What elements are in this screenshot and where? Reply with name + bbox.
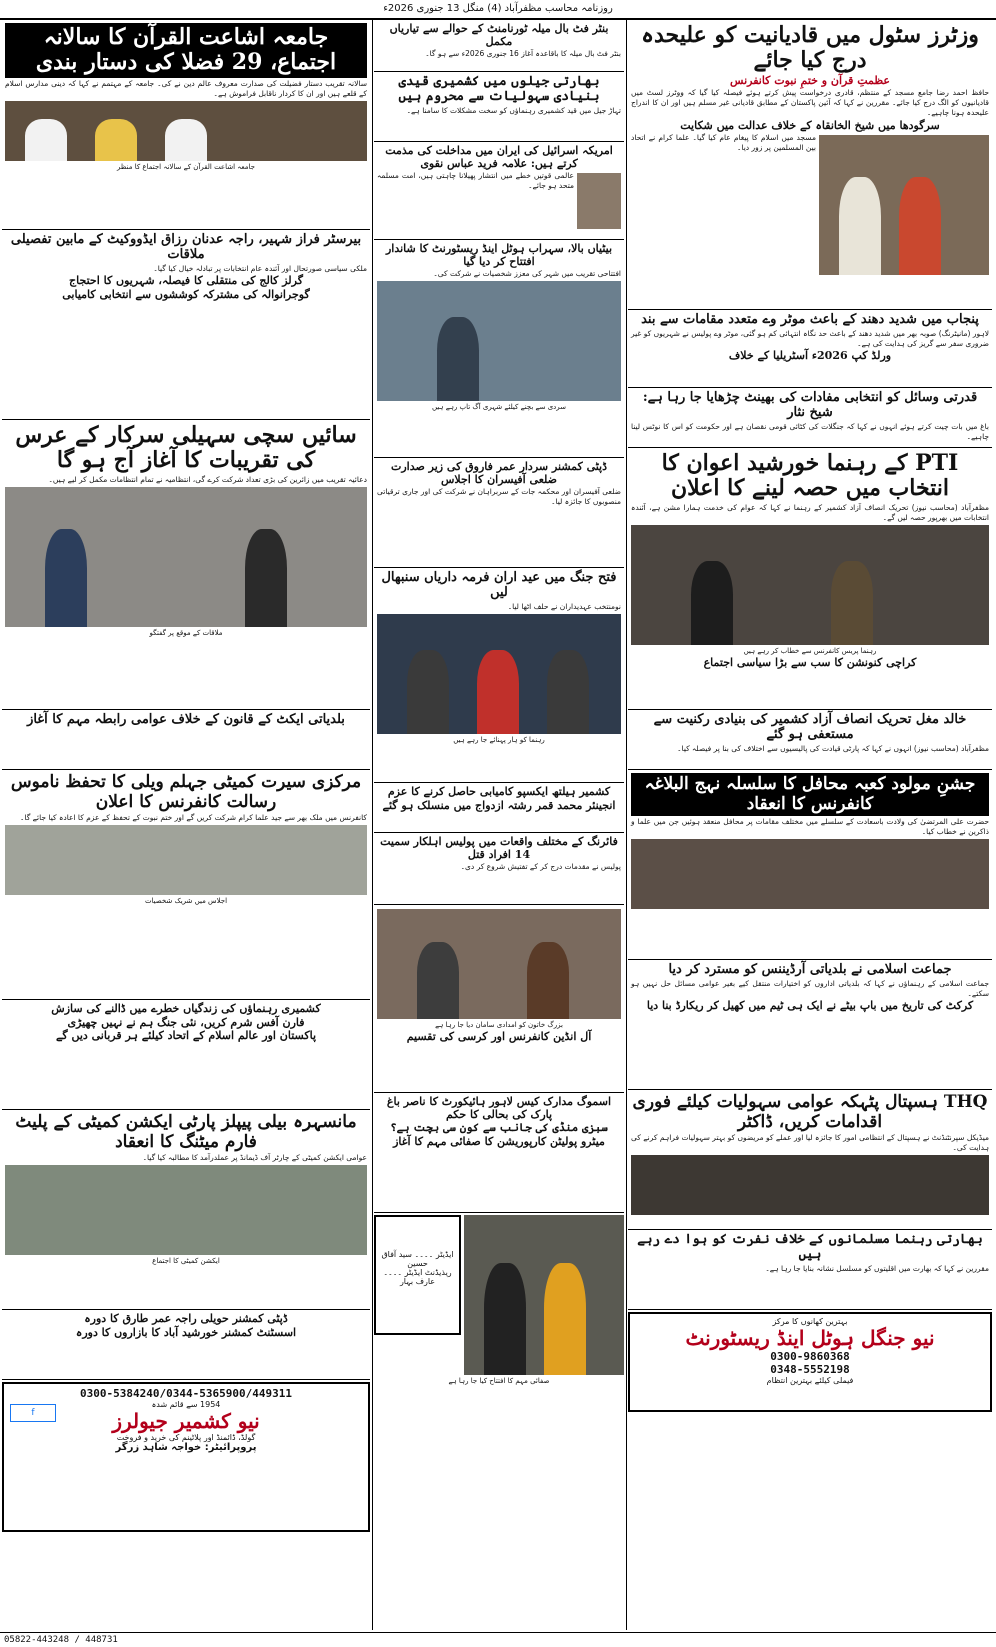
story-kashmir [2,1000,370,1110]
story-body: تہاڑ جیل میں قید کشمیری رہنماؤں کو سخت مشکلات کا سامنا ہے۔ [406,105,621,115]
story-body: مسجد میں اسلام کا پیغام عام کیا گیا۔ علما کرام نے اتحاد بین المسلمین پر زور دیا۔ [631,133,816,153]
photo-caption: اجلاس میں شریک شخصیات [144,897,228,906]
story-dc-meeting [374,458,624,568]
photo-meeting [5,487,367,627]
headline: بھارتی رہنما مسلمانوں کے خلاف نفرت کو ہوا دے رہے ہیں [637,1232,983,1262]
story-action-committee [2,1110,370,1310]
facebook-icon: f [10,1404,56,1422]
photo-press-conference [631,525,989,645]
ad-title: نیو کشمیر جیولرز [112,1409,260,1433]
headline: فارن آفس شرم کریں، نئی جنگ ہم نے نہیں چھیڑی [67,1015,305,1029]
editor-line: ریذیڈنٹ ایڈیٹر ۔۔۔۔ عارف بہار [383,1268,452,1286]
story-body: عوامی ایکشن کمیٹی کے چارٹر آف ڈیمانڈ پر عملدرآمد کا مطالبہ کیا گیا۔ [142,1153,367,1163]
headline: سبزی منڈی کی جانب سے کون سی بچت ہے؟ [390,1121,608,1135]
story-body: مظفرآباد (محاسب نیوز) انہوں نے کہا کہ پارٹی قیادت کی پالیسیوں سے اختلاف کی بنا پر فیصلہ کیا۔ [677,743,989,753]
editor-box [374,1215,461,1335]
headline: کشمیری رہنماؤں کی زندگیاں خطرے میں ڈالنے کی سازش [51,1002,321,1015]
headline: کراچی کنونشن کا سب سے بڑا سیاسی اجتماع [703,655,917,669]
photo-caption: صفائی مہم کا افتتاح کیا جا رہا ہے [448,1377,550,1385]
headline: آل انڈین کانفرنس اور کرسی کی تقسیم [406,1030,592,1044]
story-barrister [2,230,370,420]
headline: بھارتی جیلوں میں کشمیری قیدی بنیادی سہولیات سے محروم ہیں [398,74,600,104]
story-seerat [2,770,370,1000]
story-body: کانفرنس میں ملک بھر سے جید علما کرام شرکت کریں گے اور ختم نبوت کے تحفظ کے عزم کا اعادہ کیا جائے گا۔ [20,813,367,823]
story-body: حافظ احمد رضا جامع مسجد کے منتظم، قادری درخواست پیش کرتے ہوئے فیصلہ کیا گیا کہ ووٹرز لسٹ میں قادیانیوں کو الگ درج کیا جائے۔ مقررین نے کہا کہ آئین پاکستان کے مطابق قادیانی غیر مسلم ہیں اور ان کا اندراج علیحدہ ہونا چاہیے۔ [631,88,989,118]
story-body: نومنتخب عہدیداران نے حلف اٹھا لیا۔ [507,601,621,611]
photo-caption: ایکشن کمیٹی کا اجتماع [152,1257,220,1266]
story-body: مظفرآباد (محاسب نیوز) تحریک انصاف آزاد کشمیر کے رہنما نے کہا کہ عوام کی خدمت ہمارا مشن ہے، آئندہ انتخابات میں بھرپور حصہ لیں گے۔ [631,502,989,522]
story-fog [628,310,992,388]
photo-garland [377,614,621,734]
headline-jashn: جشنِ مولود کعبہ محافل کا سلسلہ نہج البلاغہ کانفرنس کا انعقاد [631,773,989,816]
photo-caption: رہنما پریس کانفرنس سے خطاب کر رہے ہیں [743,646,877,655]
ad-proprietor: پروپرائیٹر: خواجہ شاہد زرگر [115,1442,257,1453]
ad-phone: 0300-5384240/0344-5365900/449311 [80,1387,292,1400]
ad-tagline: بہترین کھانوں کا مرکز [772,1317,848,1326]
headline: بنٹر فٹ بال میلہ ٹورنامنٹ کے حوالے سے تیاریاں مکمل [389,22,609,48]
story-prisoners [374,72,624,142]
headline: ڈپٹی کمشنر سردار عمر فاروق کی زیر صدارت ضلعی آفیسران کا اجلاس [390,460,608,486]
ad-phone: 0300-9860368 [770,1350,850,1363]
headline-pti: PTI کے رہنما خورشید اعوان کا انتخاب میں حصہ لینے کا اعلان [661,450,959,502]
headline: انجینئر محمد قمر رشتہ ازدواج میں منسلک ہو گئے [382,798,616,812]
sub-headline: سرگودھا میں شیخ الخانقاہ کے خلاف عدالت میں شکایت [680,118,940,132]
story-smog [374,1093,624,1213]
story-resources [628,388,992,448]
headline: ڈپٹی کمشنر حویلی راجہ عمر طارق کا دورہ [84,1312,288,1325]
photo-caption: جامعہ اشاعت القرآن کے سالانہ اجتماع کا منظر [117,162,255,171]
headline: گوجرانوالہ کی مشترکہ کوششوں سے انتخابی کامیابی [62,287,310,301]
footer-phone: 05822-443248 / 448731 [4,1635,118,1645]
headline: کرکٹ کی تاریخ میں باپ بیٹے نے ایک ہی ٹیم میں کھیل کر ریکارڈ بنا دیا [646,999,974,1013]
headline-urs: سائیں سچی سہیلی سرکار کے عرس کی تقریبات کا آغاز آج ہو گا [15,422,357,474]
masthead-text: روزنامہ محاسب مظفرآباد (4) منگل 13 جنوری 2026ء [383,3,613,14]
editor-line: ایڈیٹر ۔۔۔۔ سید آفاق حسین [381,1250,454,1268]
headline: میٹرو پولیٹن کارپوریشن کا صفائی مہم کا آغاز [393,1134,605,1148]
photo-caption: بزرگ خاتون کو امدادی سامان دیا جا رہا ہے [435,1021,563,1029]
column-divider [626,20,627,1630]
story-body: دعائیہ تقریب میں زائرین کی بڑی تعداد شرکت کرے گی، انتظامیہ نے تمام انتظامات مکمل کر لیے ہیں۔ [48,474,367,484]
column-middle [374,20,624,1386]
headline: گرلز کالج کی منتقلی کا فیصلہ، شہریوں کا احتجاج [69,274,303,287]
story-body: بنٹر فٹ بال میلہ کا باقاعدہ آغاز 16 جنوری 2026ء سے ہو گا۔ [425,49,621,59]
headline: وزٹرز سٹول میں قادیانیت کو علیحدہ درج کیا جائے [641,22,979,74]
photo-allama [577,173,621,229]
ad-jewellers [2,1382,370,1532]
headline: اسموگ مدارک کیس لاہور ہائیکورٹ کا ناصر باغ پارک کی بحالی کا حکم [386,1095,612,1121]
story-aid [374,905,624,1093]
photo-winter-fire [377,281,621,401]
masthead [0,0,996,20]
column-left [2,20,370,1534]
story-jamaat [628,960,992,1090]
story-body: افتتاحی تقریب میں شہر کی معزز شخصیات نے شرکت کی۔ [433,269,621,279]
story-body: باغ میں بات چیت کرتے ہوئے انہوں نے کہا کہ جنگلات کی کٹائی قومی نقصان ہے اور حکومت کو اس کا نوٹس لینا چاہیے۔ [631,421,989,441]
story-india [628,1230,992,1310]
story-body: سالانہ تقریب دستار فضیلت کی صدارت معروف عالم دین نے کی۔ جامعہ کے مہتمم نے کہا کہ دینی مدارس اسلام کے قلعے ہیں اور ان کا کردار ناقابل فراموش ہے۔ [5,78,367,98]
column-right [628,20,992,1414]
story-dc-haveli [2,1310,370,1380]
story-thq [628,1090,992,1230]
bottom-row [374,1213,624,1377]
ad-title: نیو جنگل ہوٹل اینڈ ریسٹورنٹ [685,1326,935,1350]
photo-crowd [5,1165,367,1255]
headline: پاکستان اور عالم اسلام کے اتحاد کیلئے ہر قربانی دیں گے [55,1029,317,1043]
story-voter-list [628,20,992,310]
ad-line: گولڈ، ڈائمنڈ اور پلاٹینم کی خرید و فروخت [116,1433,256,1442]
headline: بیٹیاں بالا، سہراب ہوٹل اینڈ ریسٹورنٹ کا شاندار افتتاح کر دیا گیا [385,242,613,268]
headline: پنجاب میں شدید دھند کے باعث موٹر وے متعدد مقامات سے بند [641,312,979,327]
headline: قدرتی وسائل کو انتخابی مفادات کی بھینٹ چڑھایا جا رہا ہے: شیخ نثار [642,390,978,420]
story-firing [374,833,624,905]
story-jashn [628,770,992,960]
story-health-expo [374,783,624,833]
headline: اسسٹنٹ کمشنر خورشید آباد کا بازاروں کا دورہ [75,1325,297,1339]
headline-seerat: مرکزی سیرت کمیٹی جہلم ویلی کا تحفظ ناموس رسالت کانفرنس کا اعلان [10,772,362,812]
story-body: عالمی قوتیں خطے میں انتشار پھیلانا چاہتی ہیں، امت مسلمہ متحد ہو جائے۔ [377,171,574,191]
story-hotel-opening [374,240,624,458]
headline: بیرسٹر فراز شہیر، راجہ عدنان رزاق ایڈووکیٹ کے مابین تفصیلی ملاقات [10,232,362,262]
story-urs [2,420,370,710]
photo-caption: سردی سے بچنے کیلئے شہری آگ تاپ رہے ہیں [431,403,567,412]
story-body: مقررین نے کہا کہ بھارت میں اقلیتوں کو مسلسل نشانہ بنایا جا رہا ہے۔ [765,1263,989,1273]
photo-conference [5,825,367,895]
photo-clerics [819,135,989,275]
story-body: حضرت علی المرتضیٰ کی ولادت باسعادت کے سلسلے میں مختلف مقامات پر محافل منعقد ہوئیں جن میں علما و ذاکرین نے خطاب کیا۔ [631,817,989,837]
headline: فائرنگ کے مختلف واقعات میں پولیس اہلکار سمیت 14 افراد قتل [380,835,618,861]
column-divider [372,20,373,1630]
story-body: لاہور (مانیٹرنگ) صوبہ بھر میں شدید دھند کے باعث حد نگاہ انتہائی کم ہو گئی، موٹر وے پولیس نے شہریوں کو غیر ضروری سفر سے گریز کی ہدایت کی ہے۔ [631,328,989,349]
photo-hospital [631,1155,989,1215]
story-pti [628,448,992,710]
photo-caption: رہنما کو ہار پہنائے جا رہے ہیں [453,736,545,744]
headline: فتح جنگ میں عید اران فرمہ داریاں سنبھال لیں [381,570,617,600]
story-body: جماعت اسلامی کے رہنماؤں نے کہا کہ بلدیاتی اداروں کو اختیارات منتقل کیے بغیر عوامی مسائل حل نہیں ہو سکتے۔ [631,978,989,999]
story-body: پولیس نے مقدمات درج کر کے تفتیش شروع کر دی۔ [460,862,621,872]
story-football [374,20,624,72]
ad-phone: 0348-5552198 [770,1363,850,1376]
headline: خالد مغل تحریک انصاف آزاد کشمیر کی بنیادی رکنیت سے مستعفی ہو گئے [653,712,967,742]
story-body: ملکی سیاسی صورتحال اور آئندہ عام انتخابات پر تبادلہ خیال کیا گیا۔ [153,263,367,273]
headline: امریکہ اسرائیل کی ایران میں مداخلت کی مذمت کرتے ہیں: علامہ فرید عباس نقوی [385,144,613,170]
story-khalid-mughal [628,710,992,770]
footer [0,1632,996,1646]
story-local-act [2,710,370,770]
headline: مانسہرہ بیلی پیپلز پارٹی ایکشن کمیٹی کے پلیٹ فارم میٹنگ کا انعقاد [15,1112,357,1152]
story-iran [374,142,624,240]
photo-elder-woman [377,909,621,1019]
ad-since: 1954 سے قائم شدہ [151,1400,221,1409]
photo-cleanup [464,1215,624,1375]
headline: ورلڈ کپ 2026ء آسٹریلیا کے خلاف [728,349,892,363]
ad-note: فیملی کیلئے بہترین انتظام [766,1376,854,1385]
headline: جماعت اسلامی نے بلدیاتی آرڈیننس کو مسترد کر دیا [668,962,952,977]
headline-tag: عظمتِ قرآن و ختمِ نبوت کانفرنس [730,73,890,87]
story-jamia [2,20,370,230]
story-body: ضلعی آفیسران اور محکمہ جات کے سربراہان نے شرکت کی اور جاری ترقیاتی منصوبوں کا جائزہ لیا۔ [377,487,621,507]
headline-jamia: جامعہ اشاعت القرآن کا سالانہ اجتماع، 29 فضلا کی دستار بندی [5,23,367,78]
story-body: میڈیکل سپرنٹنڈنٹ نے ہسپتال کے انتظامی امور کا جائزہ لیا اور عملے کو مریضوں کو بہتر سہولیات فراہم کرنے کی ہدایت کی۔ [631,1133,989,1153]
headline: کشمیر ہیلتھ ایکسپو کامیابی حاصل کرنے کا عزم [387,785,611,798]
headline-thq: THQ ہسپتال پٹہکہ عوامی سہولیات کیلئے فوری اقدامات کریں، ڈاکٹر [632,1092,988,1132]
photo-gathering [631,839,989,909]
ad-jungle-hotel [628,1312,992,1412]
headline: بلدیاتی ایکٹ کے قانون کے خلاف عوامی رابطہ مہم کا آغاز [27,712,345,727]
story-office-bearers [374,568,624,783]
photo-caption: ملاقات کے موقع پر گفتگو [149,628,223,637]
photo-convocation [5,101,367,161]
